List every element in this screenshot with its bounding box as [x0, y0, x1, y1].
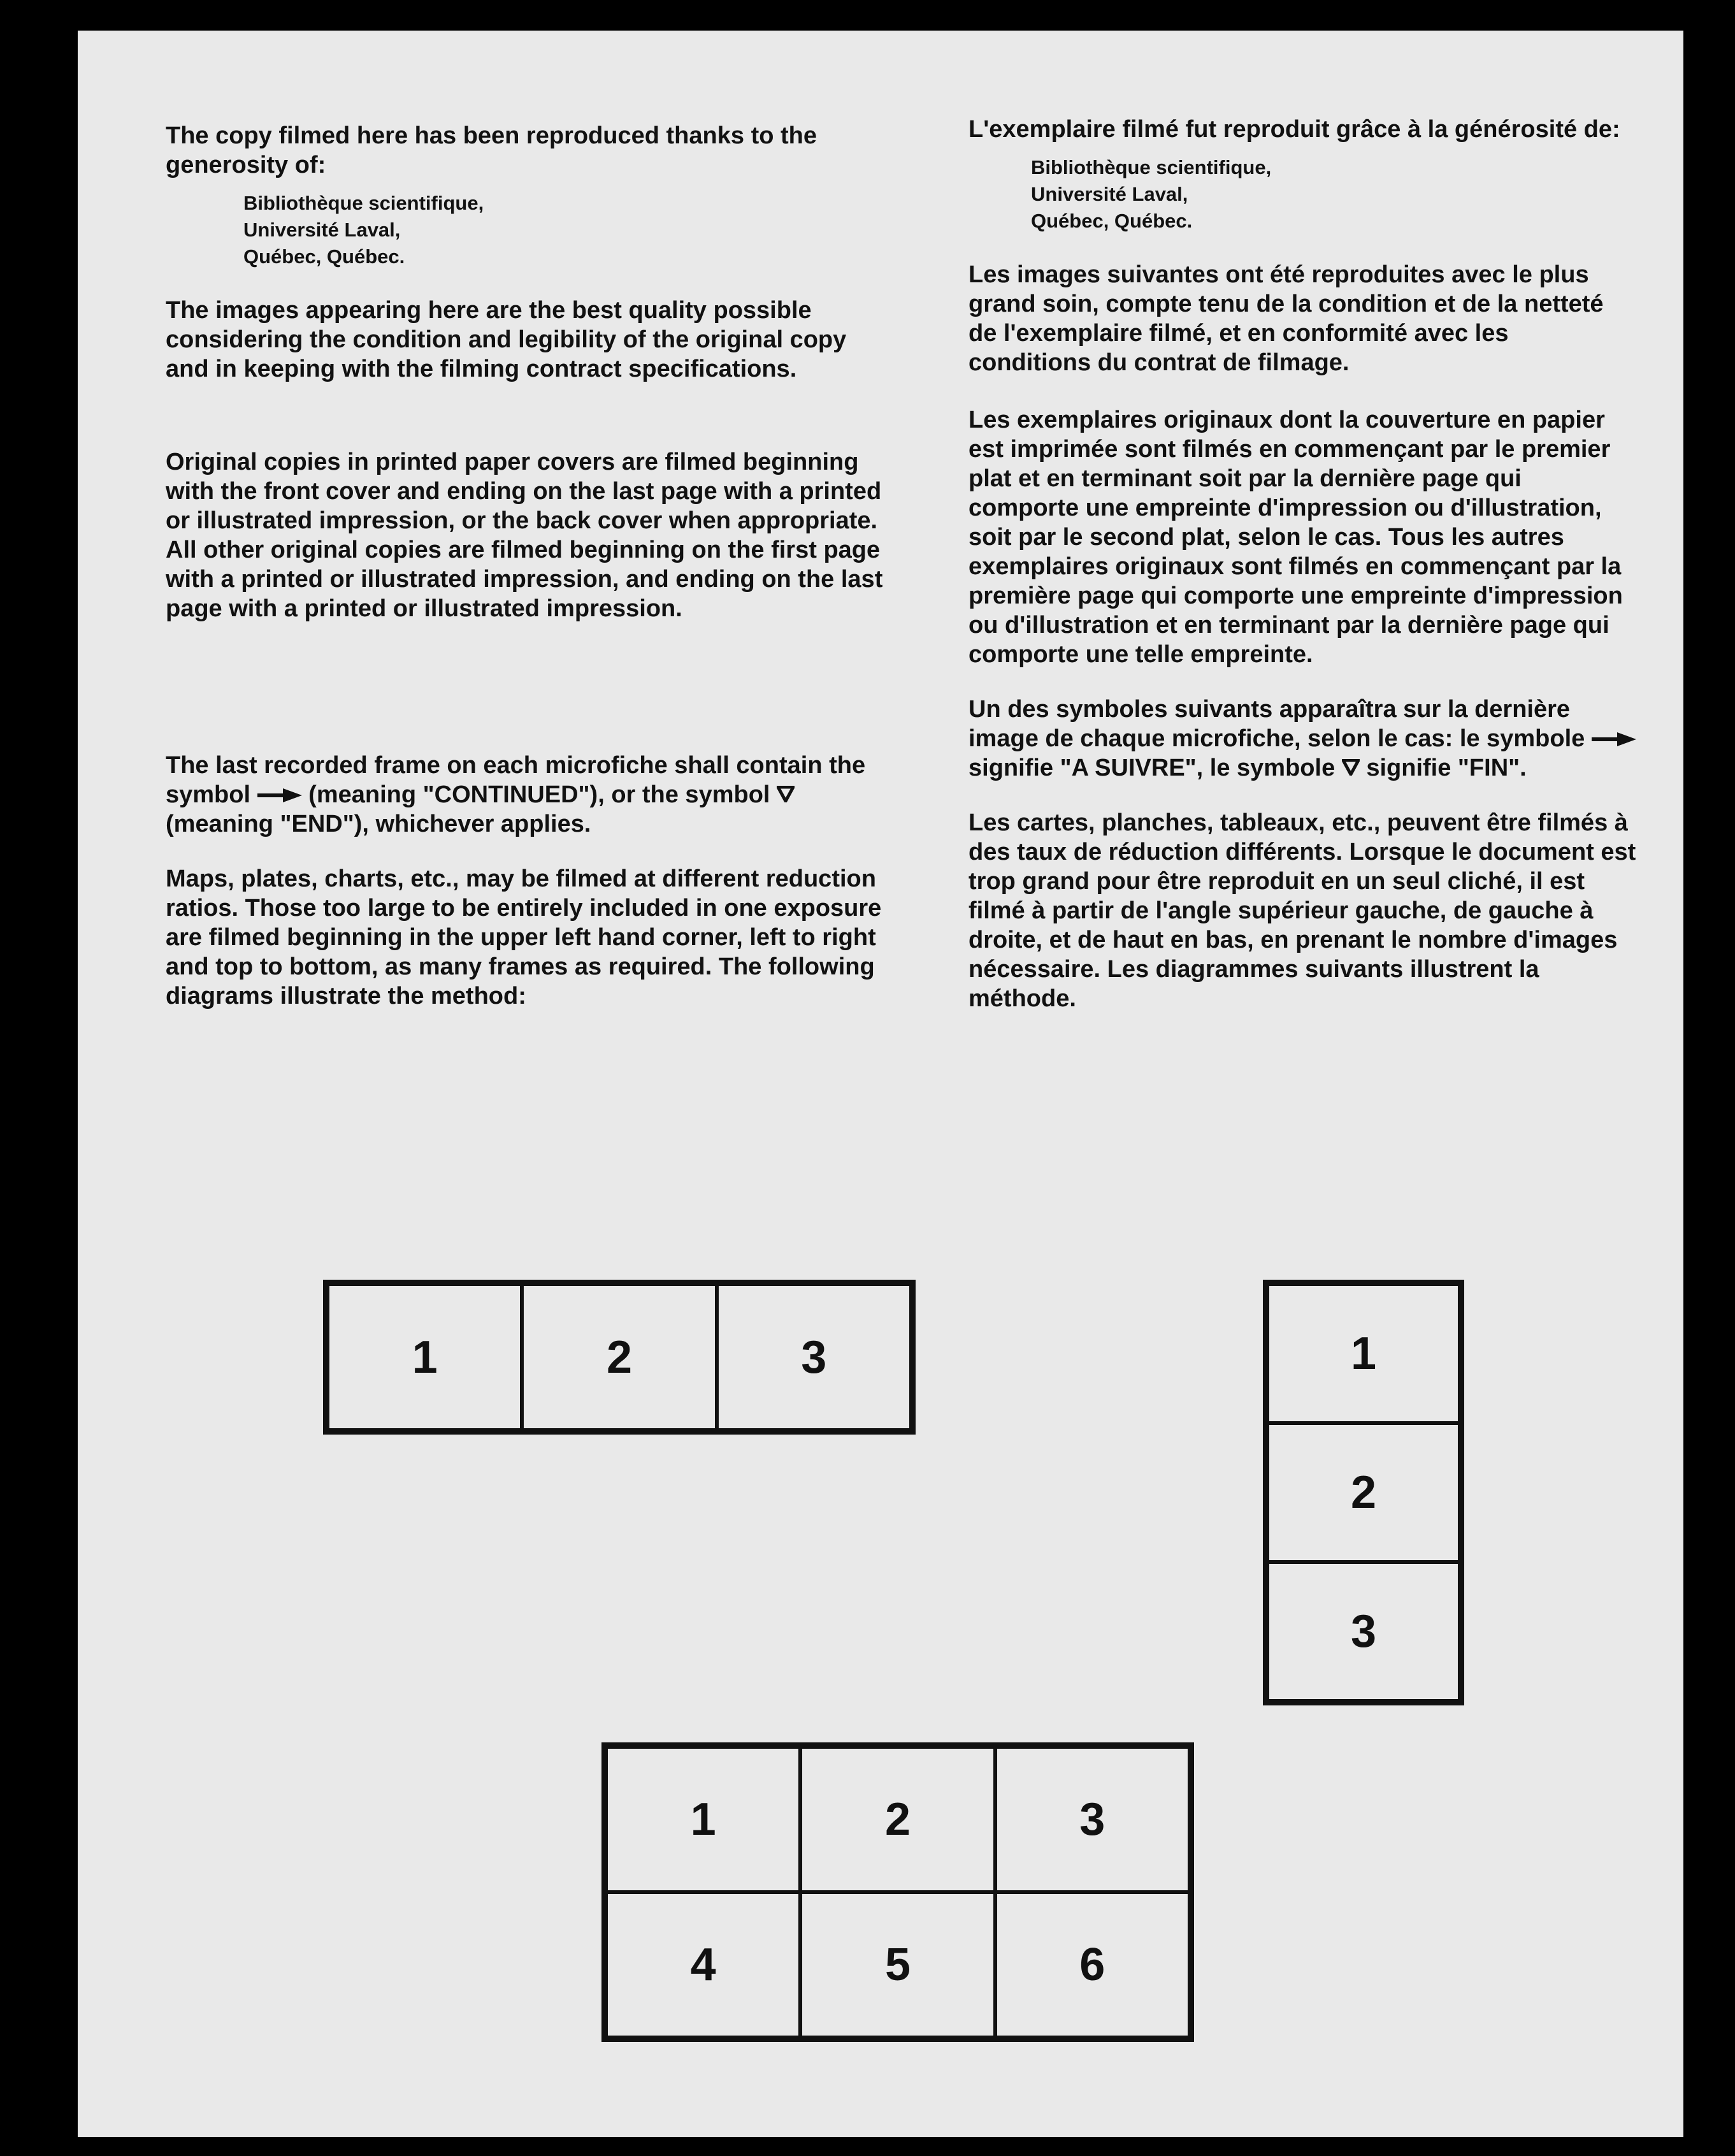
library-university: Université Laval, [243, 219, 401, 241]
triangle-down-icon [1342, 759, 1360, 776]
french-thanks: L'exemplaire filmé fut reproduit grâce à la générosité de: [968, 116, 1620, 143]
diagram-grid [601, 1742, 1194, 2042]
triangle-down-icon [777, 786, 795, 802]
french-library [968, 154, 1638, 235]
french-quality: Les images suivantes ont été reproduites avec le plus grand soin, compte tenu de la condition et de la netteté de l'exemplaire filmé, et en conformité avec les conditions du contrat de filmage. [968, 261, 1604, 376]
arrow-right-icon [257, 788, 302, 802]
frame-cell: 1 [1267, 1284, 1460, 1423]
english-covers: Original copies in printed paper covers are filmed beginning with the front cover and ending on the last page with a printed or illustrated impression, or the back cover when appropriate. All other original copies are filmed beginning on the first page with a printed or illustrated impression, and ending on the last page with a printed or illustrated impression. [166, 449, 883, 622]
frame-cell: 3 [717, 1284, 911, 1430]
frame-cell: 1 [328, 1284, 522, 1430]
french-symbols: Un des symboles suivants apparaîtra sur la dernière image de chaque microfiche, selon le cas: le symbole signifie "A SUIVRE", le symbole signifie "FIN". [968, 695, 1638, 783]
diagram-horizontal [323, 1280, 916, 1435]
french-covers: Les exemplaires originaux dont la couverture en papier est imprimée sont filmés en commençant par le premier plat et en terminant soit par la dernière page qui comporte une empreinte d'impression ou d'illustration, soit par le second plat, selon le cas. Tous les autres exemplaires originaux sont filmés en commençant par la première page qui comporte une empreinte d'impression ou d'illustration et en terminant par la dernière page qui comporte une telle empreinte. [968, 407, 1623, 668]
frame-cell: 5 [800, 1892, 995, 2037]
french-maps: Les cartes, planches, tableaux, etc., peuvent être filmés à des taux de réduction différents. Lorsque le document est trop grand pour être reproduit en un seul cliché, il est filmé à partir de l'angle supérieur gauche, de gauche à droite, et de haut en bas, en prenant le nombre d'images nécessaire. Les diagrammes suivants illustrent la méthode. [968, 809, 1636, 1012]
library-name: Bibliothèque scientifique, [1031, 156, 1272, 178]
english-quality: The images appearing here are the best quality possible considering the condition and legibility of the original copy and in keeping with the filming contract specifications. [166, 297, 847, 382]
library-city: Québec, Québec. [243, 245, 405, 268]
diagram-vertical [1263, 1280, 1464, 1705]
film-target-sheet [78, 31, 1683, 2137]
frame-cell: 3 [1267, 1562, 1460, 1701]
frame-cell: 6 [995, 1892, 1190, 2037]
arrow-right-icon [1592, 732, 1636, 746]
library-university: Université Laval, [1031, 183, 1188, 205]
english-library [166, 190, 886, 270]
frame-cell: 1 [606, 1747, 800, 1892]
library-city: Québec, Québec. [1031, 210, 1193, 232]
english-thanks: The copy filmed here has been reproduced thanks to the generosity of: [166, 122, 817, 178]
frame-cell: 4 [606, 1892, 800, 2037]
frame-cell: 3 [995, 1747, 1190, 1892]
english-maps: Maps, plates, charts, etc., may be filmed at different reduction ratios. Those too large to be entirely included in one exposure are filmed beginning in the upper left hand corner, left to right and top to bottom, as many frames as required. The following diagrams illustrate the method: [166, 865, 882, 1009]
library-name: Bibliothèque scientifique, [243, 192, 484, 214]
french-column [968, 115, 1638, 1013]
frame-cell: 2 [522, 1284, 716, 1430]
frame-cell: 2 [800, 1747, 995, 1892]
frame-cell: 2 [1267, 1423, 1460, 1562]
english-column [166, 121, 886, 1011]
english-symbols: The last recorded frame on each microfiche shall contain the symbol (meaning "CONTINUED"), or the symbol (meaning "END"), whichever applies. [166, 752, 866, 837]
